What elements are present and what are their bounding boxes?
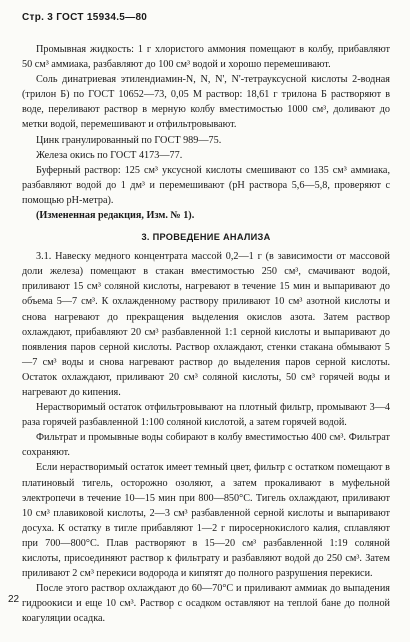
page-header: Стр. 3 ГОСТ 15934.5—80 <box>22 12 148 23</box>
paragraph-residue-filter: Нерастворимый остаток отфильтровывают на плотный фильтр, промывают 3—4 раза горячей разбавленной 1:100 соляной кислотой, а затем горячей водой. <box>22 402 390 429</box>
paragraph-dark-residue: Если нерастворимый остаток имеет темный цвет, фильтр с остатком помещают в платиновый тигель, осторожно озоляют, а затем прокаливают в муфельной электропечи в течение 10—15 мин при 800—850°С. Тигель охлаждают, приливают 10 см³ плавиковой кислоты, 2—3 см³ разбавленной серной кислоты и выпаривают досуха. К остатку в тигле прибавляют 1—2 г пиросернокислого калия, сплавляют при 700—800°С. Плав растворяют в 15—20 см³ разбавленной 1:19 соляной кислоты, присоединяют раствор к фильтрату и разбавляют водой до 250 см³. Затем приливают 2 см³ перекиси водорода и кипятят до полного разрушения перекиси. <box>22 462 390 580</box>
revision-note: (Измененная редакция, Изм. № 1). <box>36 210 195 222</box>
paragraph-ammonia: После этого раствор охлаждают до 60—70°С и приливают аммиак до выпадения гидроокиси и еще 10 см³. Раствор с осадком оставляют на теплой бане до полной коагуляции осадка. <box>22 583 390 625</box>
paragraph-zinc: Цинк гранулированный по ГОСТ 989—75. <box>36 134 222 146</box>
paragraph-trilon-b: Соль динатриевая этилендиамин-N, N, N', N'-тетрауксусной кислоты 2-водная (трилон Б) по ГОСТ 10652—73, 0,05 М раствор: 18,61 г трилона Б растворяют в воде, переливают раствор в мерную колбу вместимостью 1000 см³, доливают до метки водой, перемешивают и отфильтровывают. <box>22 74 390 131</box>
paragraph-iron-oxide: Железа окись по ГОСТ 4173—77. <box>36 149 183 161</box>
paragraph-wash-liquid: Промывная жидкость: 1 г хлористого аммония помещают в колбу, прибавляют 50 см³ аммиака, разбавляют до 100 см³ водой и хорошо перемешивают. <box>22 44 390 71</box>
paragraph-buffer-solution: Буферный раствор: 125 см³ уксусной кислоты смешивают со 135 см³ аммиака, разбавляют водой до 1 дм³ и перемешивают (pH раствора 5,6—5,8, проверяют с помощью pH-метра). <box>22 164 390 206</box>
paragraph-3-1: 3.1. Навеску медного концентрата массой 0,2—1 г (в зависимости от массовой доли железа) помещают в стакан вместимостью 250 см³, смачивают водой, приливают 15 см³ соляной кислоты, нагревают в течение 15 мин и выпаривают до объема 5—7 см³. К охлажденному раствору приливают 10 см³ азотной кислоты и снова нагревают до прекращения выделения окислов азота. Затем раствор охлаждают, прибавляют 20 см³ разбавленной 1:1 серной кислоты и выпаривают до появления паров серной кислоты. Раствор охлаждают, стенки стакана обмывают 5—7 см³ воды и снова нагревают раствор до выделения паров серной кислоты. Остаток охлаждают, приливают 20 см³ соляной кислоты, 50 см³ горячей воды и нагревают до кипения. <box>22 251 390 398</box>
section-heading: 3. ПРОВЕДЕНИЕ АНАЛИЗА <box>141 232 271 243</box>
page-number: 22 <box>8 594 20 605</box>
paragraph-filtrate: Фильтрат и промывные воды собирают в колбу вместимостью 400 см³. Фильтрат сохраняют. <box>22 432 390 459</box>
document-page <box>22 10 390 626</box>
